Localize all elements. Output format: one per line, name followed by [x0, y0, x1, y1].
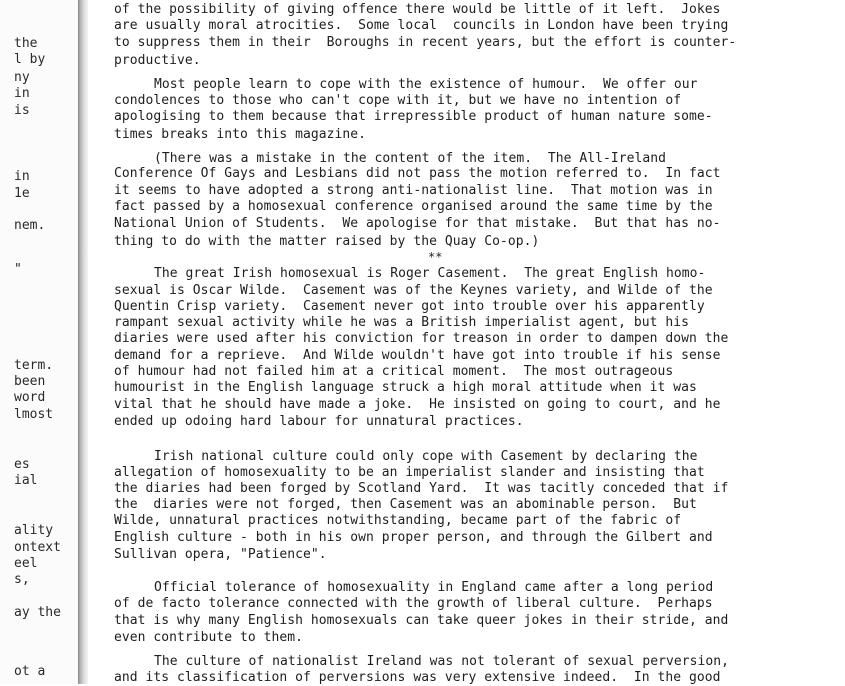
text-line: Irish national culture could only cope with Casement by declaring the	[154, 449, 698, 464]
text-line: of de facto tolerance connected with the growth of liberal culture. Perhaps	[114, 596, 713, 611]
text-line: National Union of Students. We apologise for that mistake. But that has no-	[114, 216, 721, 231]
text-line: productive.	[114, 53, 201, 68]
margin-text-fragment: word	[14, 390, 46, 405]
text-line: times breaks into this magazine.	[114, 127, 367, 142]
text-line: rampant sexual activity while he was a British imperialist agent, but his	[114, 315, 689, 330]
text-line: condolences to those who can't cope with it, but we have no intention of	[114, 93, 682, 108]
margin-text-fragment: the	[14, 36, 38, 51]
text-line: of humour had not failed him at a critical moment. The most outrageous	[114, 364, 674, 379]
text-line: Official tolerance of homosexuality in England came after a long period	[154, 580, 714, 595]
text-line: The great Irish homosexual is Roger Casement. The great English homo-	[154, 266, 706, 281]
margin-text-fragment: in	[14, 86, 30, 101]
margin-text-fragment: ny	[14, 70, 30, 85]
text-line: thing to do with the matter raised by the Quay Co-op.)	[114, 234, 540, 249]
text-line: it seems to have adopted a strong anti-nationalist line. That motion was in	[114, 183, 713, 198]
page-gutter-shadow	[78, 0, 88, 684]
text-line: ended up odoing hard labour for unnatural practices.	[114, 414, 524, 429]
adjacent-page-margin	[0, 0, 78, 684]
text-line: demand for a reprieve. And Wilde wouldn't have got into trouble if his sense	[114, 348, 721, 363]
text-line: diaries were used after his conviction for treason in order to dampen down the	[114, 331, 729, 346]
margin-text-fragment: eel	[14, 556, 38, 571]
text-line: humourist in the English language struck a high moral attitude when it was	[114, 380, 697, 395]
document-page	[88, 0, 845, 684]
text-line: vital that he should have made a joke. He insisted on going to court, and he	[114, 397, 721, 412]
margin-text-fragment: nem.	[14, 218, 46, 233]
text-line: the diaries were not forged, then Casement was an abominable person. But	[114, 497, 697, 512]
text-line: to suppress them in their Boroughs in recent years, but the effort is counter-	[114, 35, 737, 50]
text-line: The culture of nationalist Ireland was not tolerant of sexual perversion,	[154, 654, 729, 669]
text-line: and its classification of perversions was very extensive indeed. In the good	[114, 670, 721, 685]
text-line: Quentin Crisp variety. Casement never got into trouble over his apparently	[114, 299, 705, 314]
text-line: fact passed by a homosexual conference organised around the same time by the	[114, 199, 713, 214]
margin-text-fragment: ay the	[14, 605, 61, 620]
text-line: are usually moral atrocities. Some local councils in London have been trying	[114, 18, 729, 33]
section-separator: **	[428, 250, 443, 264]
text-line: English culture - both in his own proper person, and through the Gilbert and	[114, 530, 713, 545]
text-line: allegation of homosexuality to be an imperialist slander and insisting that	[114, 465, 705, 480]
margin-text-fragment: term.	[14, 358, 54, 373]
text-line: Most people learn to cope with the existence of humour. We offer our	[154, 77, 698, 92]
margin-text-fragment: 1e	[14, 186, 30, 201]
margin-text-fragment: lmost	[14, 407, 54, 422]
margin-text-fragment: ality	[14, 523, 54, 538]
margin-text-fragment: "	[14, 262, 22, 277]
margin-text-fragment: ial	[14, 473, 38, 488]
text-line: Conference Of Gays and Lesbians did not pass the motion referred to. In fact	[114, 166, 721, 181]
text-line: apologising to them because that irrepressible product of human nature some-	[114, 109, 713, 124]
text-line: (There was a mistake in the content of the item. The All-Ireland	[154, 151, 666, 166]
margin-text-fragment: been	[14, 374, 46, 389]
text-line: sexual is Oscar Wilde. Casement was of the Keynes variety, and Wilde of the	[114, 283, 713, 298]
text-line: even contribute to them.	[114, 630, 304, 645]
text-line: the diaries had been forged by Scotland Yard. It was tacitly conceded that if	[114, 481, 729, 496]
margin-text-fragment: l by	[14, 52, 46, 67]
margin-text-fragment: ot a	[14, 664, 46, 679]
text-line: Wilde, unnatural practices notwithstanding, became part of the fabric of	[114, 513, 682, 528]
text-line: of the possibility of giving offence there would be little of it left. Jokes	[114, 2, 721, 17]
text-line: Sullivan opera, "Patience".	[114, 547, 327, 562]
margin-text-fragment: is	[14, 103, 30, 118]
margin-text-fragment: in	[14, 169, 30, 184]
text-line: that is why many English homosexuals can take queer jokes in their stride, and	[114, 613, 729, 628]
margin-text-fragment: s,	[14, 572, 30, 587]
margin-text-fragment: es	[14, 457, 30, 472]
margin-text-fragment: ontext	[14, 540, 61, 555]
